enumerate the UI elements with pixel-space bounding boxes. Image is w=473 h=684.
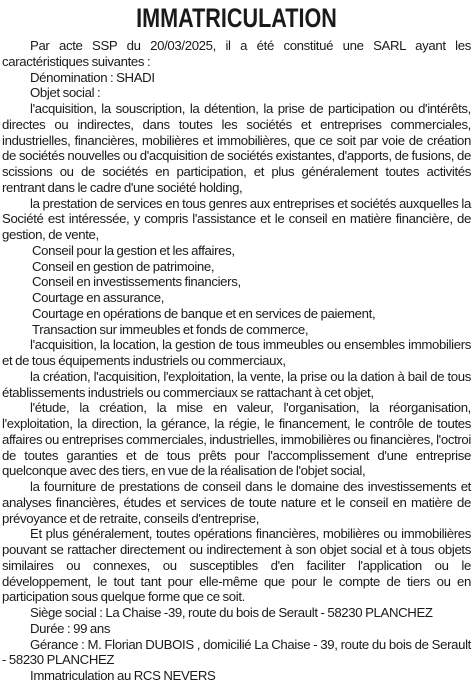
paragraph-denomination: Dénomination : SHADI bbox=[30, 69, 155, 85]
paragraph-objet-prestation: la prestation de services en tous genres aux entreprises et sociétés auxquelles la Société est intéressée, y compris l'assistance et le conseil en matière financière, de gestion, de vente, bbox=[2, 195, 471, 242]
paragraph-duree: Durée : 99 ans bbox=[30, 620, 111, 636]
paragraph-intro: Par acte SSP du 20/03/2025, il a été constitué une SARL ayant les caractéristiques suivantes : bbox=[2, 38, 471, 69]
paragraph-objet-etude: l'étude, la création, la mise en valeur, l'organisation, la réorganisation, l'exploitation, la direction, la gérance, la régie, le financement, le contrôle de toutes affaires ou entreprises commerciales, industrielles, immobilières ou financières, l'octroi de toutes garanties et de tous prêts pour l'accomplissement d'une entreprise quelconque avec des tiers, en vue de la réalisation de l'objet social, bbox=[2, 400, 471, 479]
list-item-conseil-patrimoine: Conseil en gestion de patrimoine, bbox=[32, 258, 215, 274]
list-item-courtage-banque: Courtage en opérations de banque et en services de paiement, bbox=[32, 305, 376, 321]
notice-title: IMMATRICULATION bbox=[136, 3, 337, 33]
paragraph-objet-creation: la création, l'acquisition, l'exploitation, la vente, la prise ou la dation à bail de tous établissements industriels ou commerciaux se rattachant à cet objet, bbox=[2, 368, 471, 400]
paragraph-objet-general: Et plus généralement, toutes opérations financières, mobilières ou immobilières pouvant se rattacher directement ou indirectement à son objet social et à tous objets similaires ou connexes, ou susceptibles d'en faciliter l'application ou le développement, le tout tant pour elle-même que pour le compte de tiers ou en participation sous quelque forme que ce soit. bbox=[2, 526, 471, 605]
list-item-courtage-assurance: Courtage en assurance, bbox=[32, 290, 165, 305]
paragraph-immatriculation: Immatriculation au RCS NEVERS bbox=[30, 668, 216, 683]
paragraph-gerance: Gérance : M. Florian DUBOIS , domicilié La Chaise - 39, route du bois de Serault - 58230 PLANCHEZ bbox=[2, 636, 471, 668]
notice-body bbox=[2, 38, 471, 684]
list-item-conseil-investissements: Conseil en investissements financiers, bbox=[32, 274, 241, 290]
list-item-conseil-gestion: Conseil pour la gestion et les affaires, bbox=[32, 242, 235, 258]
paragraph-objet-heading: Objet social : bbox=[30, 85, 101, 101]
paragraph-objet-fourniture: la fourniture de prestations de conseil dans le domaine des investissements et analyses financières, études et services de toute nature et le conseil en matière de prévoyance et de retraite, conseils d'entreprise, bbox=[2, 479, 471, 526]
list-item-transaction: Transaction sur immeubles et fonds de commerce, bbox=[32, 321, 309, 337]
paragraph-objet-location: l'acquisition, la location, la gestion de tous immeubles ou ensembles immobiliers et de tous équipements industriels ou commerciaux, bbox=[2, 337, 471, 368]
paragraph-siege-social: Siège social : La Chaise -39, route du bois de Serault - 58230 PLANCHEZ bbox=[30, 605, 433, 620]
paragraph-objet-acquisition: l'acquisition, la souscription, la détention, la prise de participation ou d'intérêts, directes ou indirectes, dans toutes les sociétés et entreprises commerciales, industrielles, financières, mobilières et immobilières, que ce soit par voie de création de sociétés nouvelles ou d'acquisition de sociétés existantes, d'apports, de fusions, de scissions ou de sociétés en participation, et plus généralement toutes activités rentrant dans le cadre d'une société holding, bbox=[2, 101, 471, 195]
